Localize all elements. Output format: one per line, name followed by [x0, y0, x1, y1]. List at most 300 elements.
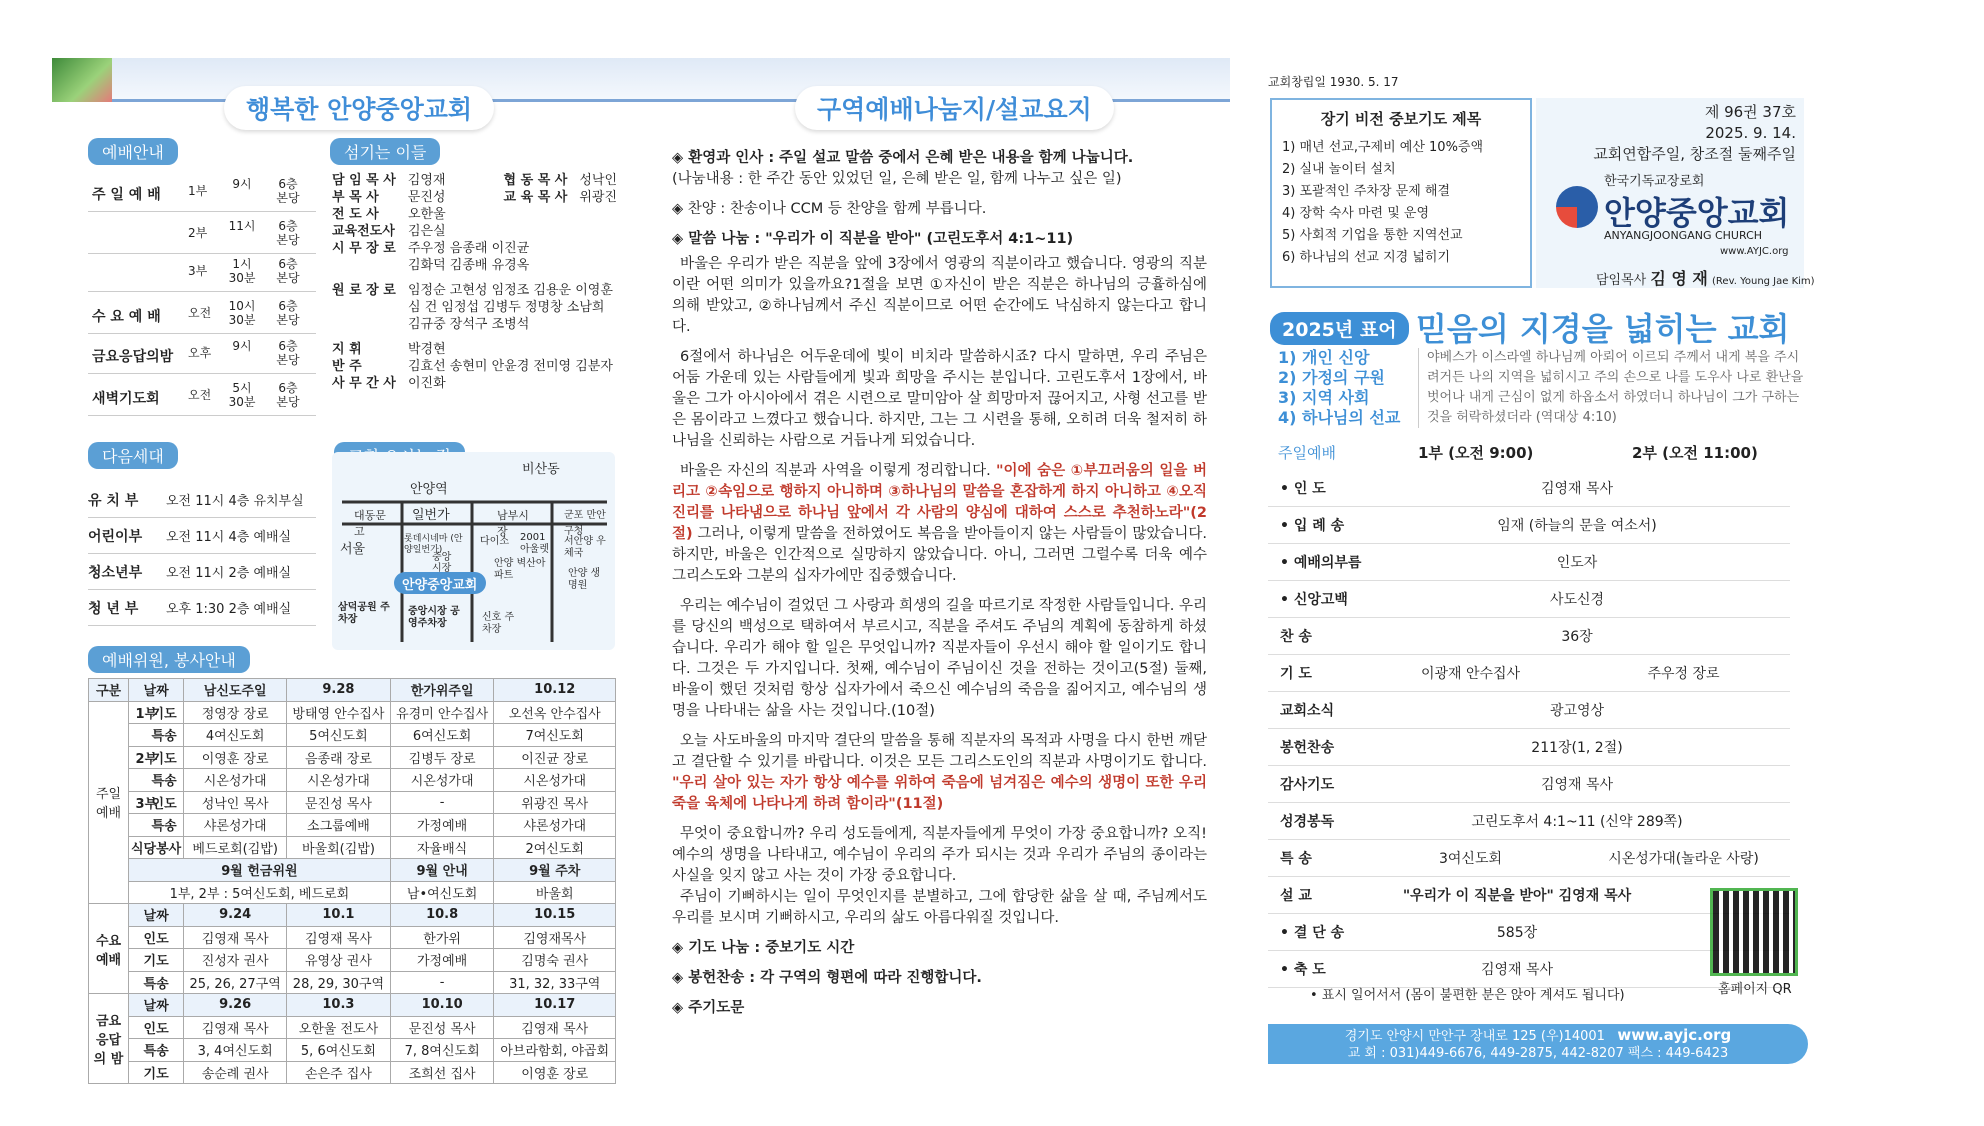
next-gen-row — [88, 482, 316, 518]
table-cell: 이영훈 장로 — [184, 746, 287, 769]
staff-row — [332, 333, 617, 341]
staff-role — [332, 316, 402, 333]
table-cell: 인도 — [129, 926, 184, 949]
table-row — [89, 994, 616, 1017]
next-gen-name: 청 년 부 — [88, 600, 139, 617]
yearly-verse: 야베스가 이스라엘 하나님께 아뢰어 이르되 주께서 내게 복을 주시려거든 나의 지역을 넓히시고 주의 손으로 나를 도우사 나로 환난을 벗어나 내게 근심이 없게 하옵소서 하였더니 하나님이 그가 구하는 것을 허락하셨더라 (역대상 4:10) — [1418, 348, 1804, 428]
map-label: 다이소 — [480, 536, 509, 547]
order-label: • 축 도 — [1280, 962, 1326, 978]
table-header: 10.1 — [287, 904, 391, 927]
table-header: 10.3 — [287, 994, 391, 1017]
staff-role: 시 무 장 로 — [332, 241, 396, 256]
worship-row — [88, 214, 316, 254]
table-header: 9월 안내 — [390, 859, 494, 882]
order-value: 임재 (하늘의 문을 여소서) — [1497, 518, 1657, 534]
staff-list — [332, 172, 617, 392]
table-cell: 성낙인 목사 — [184, 791, 287, 814]
table-cell: 바울회 — [494, 881, 616, 904]
table-cell: - — [390, 791, 494, 814]
table-cell: 문진성 목사 — [390, 1016, 494, 1039]
order-value: 211장(1, 2절) — [1531, 740, 1623, 756]
table-row — [89, 1039, 616, 1062]
paragraph: 바울은 자신의 직분과 사역을 이렇게 정리합니다. "이에 숨은 ①부끄러움의 일을 버리고 ②속임으로 행하지 아니하며 ③하나님의 말씀을 혼잡하게 하지 아니하고 ④오직 진리를 나타냄으로 하나님 앞에서 각 사람의 양심에 대하여 스스로 추천하노라"(2절) 그러나, 이렇게 말씀을 전하였어도 복음을 받아들이지 않는 사람들이 많았습니다. 하지만, 바울은 인간적으로 실망하지 않았습니다. 아니, 그러면 그럴수록 더욱 예수 그리스도와 그분의 십자가에만 집중했습니다. — [672, 463, 1208, 584]
table-cell: 위광진 목사 — [494, 791, 616, 814]
table-cell: 이영훈 장로 — [494, 1061, 616, 1084]
table-cell: 기도 — [129, 949, 184, 972]
church-web: www.AYJC.org — [1720, 246, 1789, 257]
table-header: 10.17 — [494, 994, 616, 1017]
staff-row — [332, 240, 617, 257]
table-header: 9.28 — [287, 679, 391, 702]
table-header: 10.12 — [494, 679, 616, 702]
table-cell: 가정예배 — [390, 814, 494, 837]
table-cell: 한가위 — [390, 926, 494, 949]
order-value: 3여신도회 — [1438, 851, 1502, 867]
next-gen-row — [88, 590, 316, 626]
qr-code — [1710, 888, 1798, 976]
table-cell: 가정예배 — [390, 949, 494, 972]
staff-names: 심 건 임정섭 김병두 정명창 소남희 — [408, 300, 605, 315]
worship-schedule — [88, 172, 316, 422]
order-label: 감사기도 — [1280, 777, 1335, 793]
table-cell: - — [390, 971, 494, 994]
worship-name: 새벽기도회 — [92, 391, 160, 407]
year-motto-tag: 2025년 표어 — [1270, 312, 1409, 345]
order-label: 설 교 — [1280, 888, 1312, 904]
map-label: 2001 아울렛 — [520, 532, 549, 555]
table-cell: 31, 32, 33구역 — [494, 971, 616, 994]
issue-number: 제 96권 37호 — [1704, 103, 1796, 121]
table-cell: 자율배식 — [390, 836, 494, 859]
next-gen-time: 오후 1:30 2층 예배실 — [166, 602, 292, 617]
role-label: 기도 — [151, 751, 177, 767]
sermon-title: ◈ 말씀 나눔 : "우리가 이 직분을 받아" (고린도후서 4:1~11) — [672, 231, 1074, 247]
church-name: 안양중앙교회 — [1604, 194, 1790, 232]
table-row — [89, 926, 616, 949]
table-category: 주일 예배 — [89, 701, 129, 904]
staff-row — [332, 274, 617, 282]
staff-role: 전 도 사 — [332, 207, 379, 222]
table-cell: 오한울 전도사 — [287, 1016, 391, 1039]
left-title: 행복한 안양중앙교회 — [224, 86, 494, 130]
map-label: 안양 벽산아파트 — [494, 558, 546, 581]
table-header: 구분 — [89, 679, 129, 702]
worship-place: 6층 본당 — [276, 177, 300, 205]
middle-title: 구역예배나눔지/설교요지 — [795, 86, 1114, 130]
worship-place: 6층 본당 — [276, 339, 300, 367]
vision-item: 5) 사회적 기업을 통한 지역선교 — [1282, 228, 1463, 243]
vision-box — [1270, 98, 1532, 288]
worship-part: 오후 — [188, 346, 212, 360]
table-cell: 조희선 집사 — [390, 1061, 494, 1084]
church-map — [332, 452, 615, 650]
map-label: 롯데시네마 (안양일번가) — [404, 534, 463, 555]
order-value: 김영재 목사 — [1540, 481, 1614, 497]
table-cell: 5여신도회 — [287, 724, 391, 747]
table-cell: 7여신도회 — [494, 724, 616, 747]
worship-place: 6층 본당 — [276, 381, 300, 409]
paragraph: 오늘 사도바울의 마지막 결단의 말씀을 통해 직분자의 목적과 사명을 다시 한번 깨닫고 결단할 수 있기를 바랍니다. 이것은 모든 그리스도인의 직분과 사명이기도 합니다. "우리 살아 있는 자가 항상 예수를 위하여 죽음에 넘겨짐은 예수의 생명이 또한 우리 죽을 육체에 나타나게 하려 함이라"(11절) — [672, 733, 1207, 812]
staff-role: 원 로 장 로 — [332, 283, 396, 298]
table-row — [89, 791, 616, 814]
order-label: 성경봉독 — [1280, 814, 1335, 830]
role-label: 특송 — [151, 819, 177, 835]
map-label: 안양역 — [410, 482, 448, 497]
table-cell: 오선옥 안수집사 — [494, 701, 616, 724]
table-row — [89, 769, 616, 792]
issue-date: 2025. 9. 14. — [1705, 124, 1796, 142]
pastor-line: 담임목사 김 영 재 (Rev. Young Jae Kim) — [1596, 269, 1815, 288]
order-label: 교회소식 — [1280, 703, 1335, 719]
worship-time: 9시 — [232, 339, 252, 353]
goal-item: 3) 지역 사회 — [1278, 388, 1370, 407]
worship-time: 5시 30분 — [228, 381, 256, 409]
order-label: 기 도 — [1280, 666, 1312, 682]
table-cell: 이진균 장로 — [494, 746, 616, 769]
order-value: 이광재 안수집사 — [1420, 666, 1521, 682]
order-label: • 인 도 — [1280, 481, 1326, 497]
church-logo — [1556, 186, 1598, 228]
staff-names — [408, 274, 498, 282]
duty-tag: 예배위원, 봉사안내 — [88, 646, 250, 673]
table-row — [89, 1061, 616, 1084]
duty-table-grid — [88, 678, 616, 1084]
staff-names — [408, 333, 498, 341]
table-cell: 김병두 장로 — [390, 746, 494, 769]
goal-item: 4) 하나님의 선교 — [1278, 408, 1401, 427]
staff-role: 교육전도사 — [332, 224, 395, 239]
staff-row — [332, 316, 617, 333]
staff-role: 교 육 목 사 — [503, 190, 568, 205]
staff-role — [332, 299, 402, 316]
goal-item: 2) 가정의 구원 — [1278, 368, 1385, 387]
map-label: 남부시장 — [497, 509, 529, 538]
order-row — [1268, 655, 1790, 692]
staff-row — [332, 358, 617, 375]
worship-row — [88, 294, 316, 334]
staff-row — [332, 299, 617, 316]
order-row — [1268, 507, 1790, 544]
table-cell: 김영재 목사 — [494, 1016, 616, 1039]
table-cell: 유경미 안수집사 — [390, 701, 494, 724]
issue-day: 교회연합주일, 창조절 둘째주일 — [1593, 145, 1796, 163]
next-gen-name: 어린이부 — [88, 528, 143, 545]
staff-names: 김효선 송현미 안윤경 전미영 김분자 — [408, 359, 613, 374]
worship-row — [88, 172, 316, 212]
order-value: 주우정 장로 — [1647, 666, 1720, 682]
order-label: 봉헌찬송 — [1280, 740, 1335, 756]
staff-role — [332, 274, 402, 282]
worship-name: 수 요 예 배 — [92, 309, 161, 325]
part-label: 3부 — [135, 796, 158, 812]
table-cell: 28, 29, 30구역 — [287, 971, 391, 994]
vision-item: 4) 장학 숙사 마련 및 운영 — [1282, 206, 1430, 221]
order-label: • 신앙고백 — [1280, 592, 1348, 608]
welcome-line: ◈ 환영과 인사 : 주일 설교 말씀 중에서 은혜 받은 내용을 함께 나눕니다. (나눔내용 : 한 주간 동안 있었던 일, 은혜 받은 일, 함께 나누고 싶은 일) — [672, 150, 1134, 187]
table-cell: 김영재 목사 — [184, 926, 287, 949]
order-row — [1268, 618, 1790, 655]
flower-decoration — [52, 58, 112, 102]
worship-place: 6층 본당 — [276, 219, 300, 247]
table-cell: 시온성가대 — [390, 769, 494, 792]
table-cell: 문진성 목사 — [287, 791, 391, 814]
table-cell: 6여신도회 — [390, 724, 494, 747]
table-header: 날짜 — [129, 904, 184, 927]
staff-row — [332, 206, 617, 223]
staff-role: 반 주 — [332, 359, 362, 374]
worship-time: 11시 — [228, 219, 256, 233]
table-row — [89, 836, 616, 859]
role-label: 인도 — [151, 796, 177, 812]
staff-names: 김규중 장석구 조병석 — [408, 317, 530, 332]
table-row — [89, 746, 616, 769]
order-value: 585장 — [1496, 925, 1538, 941]
table-row — [89, 1016, 616, 1039]
church-english: ANYANGJOONGANG CHURCH — [1604, 229, 1763, 242]
order-label: • 입 례 송 — [1280, 518, 1345, 534]
table-cell: 진성자 권사 — [184, 949, 287, 972]
table-cell: 김영재목사 — [494, 926, 616, 949]
footer: 경기도 안양시 만안구 장내로 125 (우)14001 www.ayjc.org 교 회 : 031)449-6676, 449-2875, 442-8207 팩스 : 449-6423 — [1268, 1024, 1808, 1064]
part-label: 1부 — [135, 706, 158, 722]
staff-row — [332, 223, 617, 240]
order-row — [1268, 729, 1790, 766]
table-header: 남신도주일 — [184, 679, 287, 702]
table-cell: 5, 6여신도회 — [287, 1039, 391, 1062]
table-cell — [129, 769, 184, 792]
table-cell: 소그룹예배 — [287, 814, 391, 837]
part-label: 2부 — [135, 751, 158, 767]
table-cell: 시온성가대 — [287, 769, 391, 792]
table-cell: 4여신도회 — [184, 724, 287, 747]
table-row — [89, 971, 616, 994]
map-label: 중앙시장 공영주차장 — [408, 606, 460, 629]
next-tag: 다음세대 — [88, 442, 178, 469]
map-church-label: 안양중앙교회 — [402, 578, 478, 593]
map-label: 중앙 시장 — [432, 552, 452, 574]
map-label: 안양 생명원 — [568, 568, 601, 591]
order-value: 36장 — [1561, 629, 1593, 645]
staff-role: 사 무 간 사 — [332, 376, 396, 391]
worship-part: 1부 — [188, 184, 208, 198]
table-cell: 손은주 집사 — [287, 1061, 391, 1084]
order-value: "우리가 이 직분을 받아" 김영재 목사 — [1402, 888, 1632, 904]
table-header: 9월 주차 — [494, 859, 616, 882]
worship-row — [88, 334, 316, 374]
table-cell: 김영재 목사 — [184, 1016, 287, 1039]
table-cell: 25, 26, 27구역 — [184, 971, 287, 994]
table-cell: 2여신도회 — [494, 836, 616, 859]
order-value: 고린도후서 4:1~11 (신약 289쪽) — [1471, 814, 1683, 830]
order-value: 사도신경 — [1549, 592, 1605, 608]
worship-part: 3부 — [188, 264, 208, 278]
paragraph: 무엇이 중요합니까? 우리 성도들에게, 직분자들에게 무엇이 가장 중요합니까? 오직! 예수의 생명을 나타내고, 예수님이 우리의 주가 되시는 것과 우리가 주님의 종이라는 사실을 잊지 않고 사는 것이 가장 중요합니다. — [672, 826, 1207, 884]
staff-names: 주우정 음종래 이진균 — [408, 241, 530, 256]
vision-item: 1) 매년 선교,구제비 예산 10%증액 — [1282, 140, 1484, 155]
staff-names: 김영재 — [407, 173, 446, 188]
goal-item: 1) 개인 신앙 — [1278, 348, 1370, 367]
table-cell — [129, 791, 184, 814]
role-label: 특송 — [151, 774, 177, 790]
staff-names: 성낙인 — [579, 173, 618, 188]
staff-names: 이진화 — [408, 376, 446, 391]
staff-names: 김화덕 김종배 유경옥 — [408, 258, 530, 273]
table-header: 9.24 — [184, 904, 287, 927]
worship-time: 9시 — [232, 177, 252, 191]
order-value: 광고영상 — [1549, 703, 1605, 719]
staff-row — [332, 375, 617, 392]
worship-name: 주 일 예 배 — [92, 187, 161, 203]
worship-part: 2부 — [188, 226, 208, 240]
paragraph: 6절에서 하나님은 어두운데에 빛이 비치라 말씀하시죠? 다시 말하면, 우리 주님은 어둠 가운데 있는 사람들에게 빛과 희망을 주시는 분입니다. 고린도후서 1장에서, 바울은 그가 아시아에서 겪은 시련으로 말미암아 살 희망마저 끊어지고, 사형 선고를 받은 몸이라고 느꼈다고 했습니다. 하지만, 그는 그 시련을 통해, 오히려 더욱 철저히 하나님을 신뢰하는 사람으로 거듭나게 되었습니다. — [672, 349, 1207, 449]
paragraph: 우리는 예수님이 걸었던 그 사랑과 희생의 길을 따르기로 작정한 사람들입니다. 우리를 당신의 백성으로 택하여서 부르시고, 직분을 주셔도 주님의 계획에 동참하게 하셨습니다. 우리가 해야 할 일은 무엇입니까? 직분자들이 우선시 해야 할 일이기도 합니다. 그것은 두 가지입니다. 첫째, 예수님이 주님이신 것을 전하는 것이고(5절) 둘째, 바울이 했던 것처럼 항상 십자가에서 죽으신 예수님의 죽음을 짊어지고, 예수님의 생명을 나타내는 삶을 사는 것입니다.(10절) — [672, 598, 1207, 719]
order-value: 시온성가대(놀라운 사랑) — [1608, 851, 1759, 867]
staff-role: 담 임 목 사 — [332, 173, 396, 188]
table-cell: 샤론성가대 — [184, 814, 287, 837]
service-2: 2부 (오전 11:00) — [1632, 444, 1758, 462]
map-label: 일번가 — [412, 508, 450, 523]
map-label: 비산동 — [522, 462, 560, 477]
table-cell: 1부, 2부 : 5여신도회, 베드로회 — [129, 881, 391, 904]
sermon-content — [672, 148, 1207, 1028]
staff-tag: 섬기는 이들 — [330, 138, 440, 165]
staff-row — [332, 257, 617, 274]
order-value: 김영재 목사 — [1540, 777, 1614, 793]
staff-role: 부 목 사 — [332, 190, 379, 205]
worship-place: 6층 본당 — [276, 299, 300, 327]
table-row — [89, 724, 616, 747]
next-gen-row — [88, 518, 316, 554]
map-label: 서울 — [340, 542, 366, 557]
worship-row — [88, 252, 316, 292]
order-label: 특 송 — [1280, 851, 1312, 867]
staff-row — [332, 172, 617, 189]
role-label: 기도 — [151, 706, 177, 722]
table-cell: 시온성가대 — [184, 769, 287, 792]
next-gen-name: 청소년부 — [88, 564, 143, 581]
order-row — [1268, 803, 1790, 840]
order-row — [1268, 692, 1790, 729]
table-cell: 7, 8여신도회 — [390, 1039, 494, 1062]
table-row — [89, 814, 616, 837]
order-row — [1268, 766, 1790, 803]
qr-label: 홈페이지 QR — [1718, 982, 1792, 997]
staff-role: 지 휘 — [332, 342, 362, 357]
next-gen-time: 오전 11시 2층 예배실 — [166, 566, 292, 581]
staff-names: 문진성 — [407, 190, 446, 205]
table-cell — [129, 701, 184, 724]
order-value: 인도자 — [1556, 555, 1598, 571]
prayer-line: ◈ 기도 나눔 : 중보기도 시간 — [672, 940, 855, 956]
table-cell: 샤론성가대 — [494, 814, 616, 837]
table-header: 날짜 — [129, 994, 184, 1017]
lords-prayer-line: ◈ 주기도문 — [672, 1000, 745, 1016]
table-category: 식당봉사 — [129, 836, 184, 859]
table-cell — [129, 814, 184, 837]
table-cell: 김명숙 권사 — [494, 949, 616, 972]
paragraph: 주님이 기뻐하시는 일이 무엇인지를 분별하고, 그에 합당한 삶을 살 때, 주님께서도 우리를 보시며 기뻐하시고, 우리의 삶도 아름다워질 것입니다. — [672, 889, 1207, 926]
offering-line: ◈ 봉헌찬송 : 각 구역의 형편에 따라 진행합니다. — [672, 970, 982, 986]
next-generation-list — [88, 482, 316, 626]
table-cell: 아브라함회, 야곱회 — [494, 1039, 616, 1062]
table-cell: 베드로회(김밥) — [184, 836, 287, 859]
table-header: 날짜 — [129, 679, 184, 702]
staff-row — [332, 341, 617, 358]
table-category: 금요 응답의 밤 — [89, 994, 129, 1084]
table-row — [89, 859, 616, 882]
worship-time: 1시 30분 — [228, 257, 256, 285]
table-header: 9.26 — [184, 994, 287, 1017]
table-row — [89, 701, 616, 724]
service-1: 1부 (오전 9:00) — [1418, 444, 1534, 462]
table-row — [89, 904, 616, 927]
table-cell: 3, 4여신도회 — [184, 1039, 287, 1062]
order-row — [1268, 470, 1790, 507]
table-row — [89, 949, 616, 972]
worship-tag: 예배안내 — [88, 138, 178, 165]
table-header: 10.10 — [390, 994, 494, 1017]
next-gen-time: 오전 11시 4층 유치부실 — [166, 494, 304, 509]
table-header: 10.8 — [390, 904, 494, 927]
order-value: 김영재 목사 — [1480, 962, 1554, 978]
table-row — [89, 881, 616, 904]
order-label: • 결 단 송 — [1280, 925, 1345, 941]
motto: 믿음의 지경을 넓히는 교회 — [1416, 310, 1790, 348]
order-row — [1268, 581, 1790, 618]
map-label: 군포 만안구청 — [564, 510, 606, 537]
table-cell — [129, 746, 184, 769]
paragraph: 바울은 우리가 받은 직분을 앞에 3장에서 영광의 직분이라고 했습니다. 영광의 직분이란 어떤 의미가 있을까요?1절을 보면 ①자신이 받은 직분은 하나님의 긍휼하심에 의해 받았고, ②하나님께서 주신 직분이므로 어떤 순간에도 낙심하지 않는다고 합니다. — [672, 256, 1207, 335]
staff-role — [332, 333, 402, 341]
worship-row — [88, 376, 316, 416]
goals — [1278, 348, 1400, 428]
stand-note: • 표시 일어서서 (몸이 불편한 분은 앉아 계셔도 됩니다) — [1310, 988, 1625, 1003]
worship-time: 10시 30분 — [228, 299, 256, 327]
order-row — [1268, 840, 1790, 877]
map-label: 삼덕공원 주차장 — [338, 602, 390, 625]
table-cell: 특송 — [129, 1039, 184, 1062]
service-label: 주일예배 — [1278, 444, 1336, 462]
table-row — [89, 679, 616, 702]
worship-name: 금요응답의밤 — [92, 349, 174, 365]
vision-item: 6) 하나님의 선교 지경 넓히기 — [1282, 250, 1451, 265]
next-gen-time: 오전 11시 4층 예배실 — [166, 530, 292, 545]
vision-title: 장기 비전 중보기도 제목 — [1320, 110, 1482, 128]
map-label: 신호 주차장 — [482, 612, 515, 635]
table-cell: 김영재 목사 — [287, 926, 391, 949]
table-cell: 시온성가대 — [494, 769, 616, 792]
staff-row — [332, 189, 617, 206]
staff-row — [332, 282, 617, 299]
founded-date: 교회창립일 1930. 5. 17 — [1268, 75, 1399, 89]
table-cell: 특송 — [129, 971, 184, 994]
staff-role: 협 동 목 사 — [503, 173, 568, 188]
table-cell: 음종래 장로 — [287, 746, 391, 769]
next-gen-row — [88, 554, 316, 590]
map-label: 서안양 우체국 — [564, 536, 606, 559]
next-gen-name: 유 치 부 — [88, 492, 139, 509]
table-cell: 기도 — [129, 1061, 184, 1084]
order-label: 찬 송 — [1280, 629, 1312, 645]
order-row — [1268, 544, 1790, 581]
staff-role — [332, 257, 402, 274]
duty-table — [88, 678, 616, 1084]
worship-part: 오전 — [188, 306, 212, 320]
vision-item: 2) 실내 놀이터 설치 — [1282, 162, 1396, 177]
staff-names: 오한울 — [408, 207, 446, 222]
table-cell: 바울회(김밥) — [287, 836, 391, 859]
praise-line: ◈ 찬양 : 찬송이나 CCM 등 찬양을 함께 부릅니다. — [672, 201, 987, 217]
